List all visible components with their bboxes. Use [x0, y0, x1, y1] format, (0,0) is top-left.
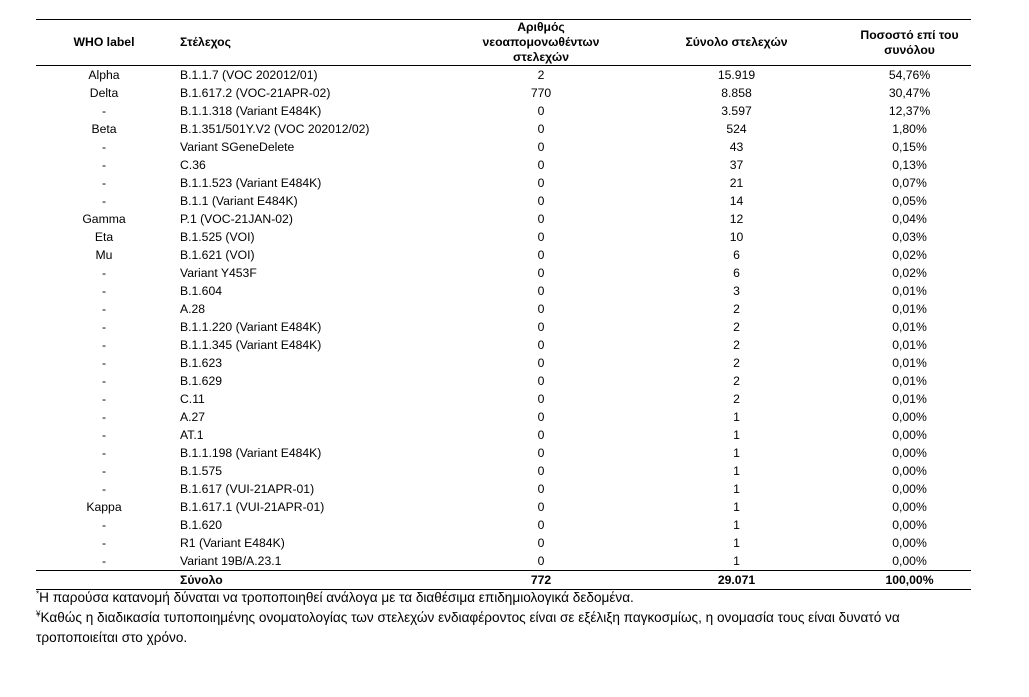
- strain-cell: Variant Y453F: [180, 266, 257, 280]
- percent-cell: 1,80%: [892, 122, 927, 136]
- strain-cell: B.1.617 (VUI-21APR-01): [180, 482, 315, 496]
- table-row: [36, 264, 971, 282]
- percent-cell: 0,01%: [892, 302, 927, 316]
- strain-cell: B.1.629: [180, 374, 223, 388]
- table-row: [36, 156, 971, 174]
- total-strains-cell: 1: [733, 554, 740, 568]
- who-label-cell: Kappa: [86, 500, 122, 514]
- percent-cell: 0,00%: [892, 554, 927, 568]
- total-strains-cell: 14: [729, 194, 744, 208]
- percent-cell: 0,01%: [892, 392, 927, 406]
- header-strain: Στέλεχος: [172, 20, 457, 66]
- who-label-cell: Gamma: [82, 212, 126, 226]
- table-body: [36, 66, 971, 571]
- table-row: [36, 408, 971, 426]
- strain-cell: AT.1: [180, 428, 204, 442]
- total-strains-cell: 37: [729, 158, 744, 172]
- percent-cell: 0,03%: [892, 230, 927, 244]
- table-row: [36, 336, 971, 354]
- who-label-cell: -: [101, 536, 107, 550]
- strain-cell: B.1.604: [180, 284, 223, 298]
- table-row: [36, 498, 971, 516]
- footer-spacer: [36, 571, 172, 590]
- who-label-cell: -: [101, 104, 107, 118]
- total-strains-cell: 2: [733, 392, 740, 406]
- new-isolates-cell: 0: [537, 374, 545, 388]
- footer-total-strains: 29.071: [625, 571, 848, 590]
- new-isolates-cell: 0: [537, 104, 545, 118]
- table-row: [36, 426, 971, 444]
- table-row: [36, 282, 971, 300]
- total-strains-cell: 1: [733, 446, 740, 460]
- who-label-cell: Beta: [91, 122, 117, 136]
- strain-cell: B.1.1.318 (Variant E484K): [180, 104, 322, 118]
- total-strains-cell: 43: [729, 140, 744, 154]
- who-label-cell: -: [101, 284, 107, 298]
- percent-cell: 0,07%: [892, 176, 927, 190]
- header-percent-of-total: Ποσοστό επί του συνόλου: [848, 20, 971, 66]
- table-row: [36, 84, 971, 102]
- who-label-cell: -: [101, 176, 107, 190]
- percent-cell: 0,00%: [892, 500, 927, 514]
- total-strains-cell: 2: [733, 356, 740, 370]
- percent-cell: 0,01%: [892, 284, 927, 298]
- percent-cell: 0,00%: [892, 536, 927, 550]
- who-label-cell: -: [101, 446, 107, 460]
- new-isolates-cell: 0: [537, 302, 545, 316]
- new-isolates-cell: 0: [537, 410, 545, 424]
- percent-cell: 0,02%: [892, 266, 927, 280]
- who-label-cell: -: [101, 320, 107, 334]
- total-strains-cell: 10: [729, 230, 744, 244]
- percent-cell: 0,02%: [892, 248, 927, 262]
- new-isolates-cell: 0: [537, 176, 545, 190]
- footer-percent: 100,00%: [848, 571, 971, 590]
- total-strains-cell: 1: [733, 536, 740, 550]
- strain-cell: B.1.1.220 (Variant E484K): [180, 320, 322, 334]
- total-strains-cell: 524: [726, 122, 747, 136]
- table-row: [36, 516, 971, 534]
- strain-cell: B.1.1 (Variant E484K): [180, 194, 298, 208]
- table-row: [36, 174, 971, 192]
- strain-cell: B.1.575: [180, 464, 223, 478]
- footnote-nomenclature: [36, 608, 976, 648]
- who-label-cell: -: [101, 302, 107, 316]
- new-isolates-cell: 0: [537, 158, 545, 172]
- who-label-cell: Eta: [94, 230, 114, 244]
- footnote-text: Η παρούσα κατανομή δύναται να τροποποιηθεί ανάλογα με τα διαθέσιμα επιδημιολογικά δεδομένα.: [39, 590, 634, 605]
- new-isolates-cell: 0: [537, 500, 545, 514]
- new-isolates-cell: 0: [537, 194, 545, 208]
- strain-cell: B.1.617.1 (VUI-21APR-01): [180, 500, 325, 514]
- table-row: [36, 462, 971, 480]
- table-row: [36, 444, 971, 462]
- who-label-cell: -: [101, 158, 107, 172]
- who-label-cell: -: [101, 518, 107, 532]
- strain-cell: A.27: [180, 410, 206, 424]
- new-isolates-cell: 0: [537, 140, 545, 154]
- header-who-label: WHO label: [36, 20, 172, 66]
- table-row: [36, 210, 971, 228]
- variant-strains-table: [36, 19, 971, 590]
- strain-cell: B.1.623: [180, 356, 223, 370]
- total-strains-cell: 8.858: [721, 86, 752, 100]
- new-isolates-cell: 0: [537, 536, 545, 550]
- table-row: [36, 138, 971, 156]
- footer-new-isolates: 772: [457, 571, 625, 590]
- strain-cell: C.36: [180, 158, 206, 172]
- new-isolates-cell: 0: [537, 428, 545, 442]
- who-label-cell: -: [101, 374, 107, 388]
- total-strains-cell: 2: [733, 338, 740, 352]
- strain-cell: B.1.620: [180, 518, 223, 532]
- table-row: [36, 390, 971, 408]
- new-isolates-cell: 0: [537, 266, 545, 280]
- percent-cell: 0,01%: [892, 356, 927, 370]
- percent-cell: 0,00%: [892, 518, 927, 532]
- new-isolates-cell: 0: [537, 554, 545, 568]
- total-strains-cell: 1: [733, 500, 740, 514]
- total-strains-cell: 3.597: [721, 104, 752, 118]
- total-strains-cell: 6: [733, 248, 740, 262]
- strain-cell: B.1.1.345 (Variant E484K): [180, 338, 322, 352]
- footnote-distribution: [36, 588, 976, 608]
- who-label-cell: -: [101, 410, 107, 424]
- total-strains-cell: 1: [733, 410, 740, 424]
- strain-cell: Variant 19B/A.23.1: [180, 554, 282, 568]
- table-row: [36, 318, 971, 336]
- total-strains-cell: 1: [733, 464, 740, 478]
- who-label-cell: -: [101, 194, 107, 208]
- header-row: [36, 20, 971, 66]
- new-isolates-cell: 0: [537, 356, 545, 370]
- new-isolates-cell: 0: [537, 392, 545, 406]
- percent-cell: 0,01%: [892, 338, 927, 352]
- new-isolates-cell: 0: [537, 284, 545, 298]
- strain-cell: B.1.525 (VOI): [180, 230, 255, 244]
- who-label-cell: Delta: [89, 86, 119, 100]
- strain-cell: Variant SGeneDelete: [180, 140, 295, 154]
- who-label-cell: -: [101, 554, 107, 568]
- strain-cell: P.1 (VOC-21JAN-02): [180, 212, 293, 226]
- new-isolates-cell: 0: [537, 482, 545, 496]
- table-row: [36, 192, 971, 210]
- who-label-cell: Alpha: [88, 68, 120, 82]
- percent-cell: 0,01%: [892, 374, 927, 388]
- total-strains-cell: 1: [733, 518, 740, 532]
- new-isolates-cell: 0: [537, 464, 545, 478]
- table-row: [36, 66, 971, 85]
- strain-cell: B.1.1.7 (VOC 202012/01): [180, 68, 318, 82]
- who-label-cell: -: [101, 338, 107, 352]
- table-row: [36, 102, 971, 120]
- percent-cell: 0,00%: [892, 428, 927, 442]
- header-total-strains: Σύνολο στελεχών: [625, 20, 848, 66]
- percent-cell: 0,00%: [892, 410, 927, 424]
- strain-cell: B.1.351/501Y.V2 (VOC 202012/02): [180, 122, 370, 136]
- table-row: [36, 120, 971, 138]
- percent-cell: 0,01%: [892, 320, 927, 334]
- total-strains-cell: 6: [733, 266, 740, 280]
- table-row: [36, 228, 971, 246]
- total-strains-cell: 2: [733, 302, 740, 316]
- who-label-cell: Mu: [95, 248, 113, 262]
- new-isolates-cell: 0: [537, 248, 545, 262]
- new-isolates-cell: 0: [537, 122, 545, 136]
- who-label-cell: -: [101, 482, 107, 496]
- total-strains-cell: 2: [733, 320, 740, 334]
- table-row: [36, 534, 971, 552]
- new-isolates-cell: 770: [530, 86, 552, 100]
- strain-cell: R1 (Variant E484K): [180, 536, 285, 550]
- new-isolates-cell: 0: [537, 338, 545, 352]
- percent-cell: 12,37%: [888, 104, 931, 118]
- new-isolates-cell: 0: [537, 518, 545, 532]
- percent-cell: 54,76%: [888, 68, 931, 82]
- strain-cell: C.11: [180, 392, 205, 406]
- percent-cell: 0,00%: [892, 446, 927, 460]
- total-strains-cell: 3: [733, 284, 740, 298]
- total-strains-cell: 15.919: [717, 68, 756, 82]
- who-label-cell: -: [101, 464, 107, 478]
- new-isolates-cell: 0: [537, 320, 545, 334]
- percent-cell: 0,15%: [892, 140, 927, 154]
- strain-cell: B.1.621 (VOI): [180, 248, 255, 262]
- total-strains-cell: 1: [733, 428, 740, 442]
- total-strains-cell: 1: [733, 482, 740, 496]
- who-label-cell: -: [101, 140, 107, 154]
- footnote-mark: *: [36, 589, 40, 599]
- table-header: [36, 20, 971, 66]
- total-strains-cell: 12: [729, 212, 744, 226]
- who-label-cell: -: [101, 356, 107, 370]
- new-isolates-cell: 0: [537, 446, 545, 460]
- table-row: [36, 354, 971, 372]
- percent-cell: 0,00%: [892, 482, 927, 496]
- footer-total-label: Σύνολο: [172, 571, 457, 590]
- total-row: [36, 571, 971, 590]
- new-isolates-cell: 2: [537, 68, 545, 82]
- footnote-mark: ¥: [36, 609, 41, 619]
- strain-cell: A.28: [180, 302, 206, 316]
- strain-cell: B.1.617.2 (VOC-21APR-02): [180, 86, 331, 100]
- table-row: [36, 552, 971, 571]
- new-isolates-cell: 0: [537, 212, 545, 226]
- percent-cell: 30,47%: [888, 86, 931, 100]
- who-label-cell: -: [101, 428, 107, 442]
- header-new-isolates: Αριθμός νεοαπομονωθέντων στελεχών: [457, 20, 625, 66]
- strain-cell: B.1.1.523 (Variant E484K): [180, 176, 322, 190]
- footnotes: [36, 588, 976, 648]
- table-row: [36, 480, 971, 498]
- table-row: [36, 300, 971, 318]
- total-strains-cell: 21: [729, 176, 744, 190]
- who-label-cell: -: [101, 392, 107, 406]
- new-isolates-cell: 0: [537, 230, 545, 244]
- total-strains-cell: 2: [733, 374, 740, 388]
- who-label-cell: -: [101, 266, 107, 280]
- table-footer: [36, 571, 971, 590]
- strain-cell: B.1.1.198 (Variant E484K): [180, 446, 322, 460]
- table-row: [36, 372, 971, 390]
- table-row: [36, 246, 971, 264]
- percent-cell: 0,13%: [892, 158, 927, 172]
- percent-cell: 0,00%: [892, 464, 927, 478]
- percent-cell: 0,05%: [892, 194, 927, 208]
- percent-cell: 0,04%: [892, 212, 927, 226]
- footnote-text: Καθώς η διαδικασία τυποποιημένης ονοματολογίας των στελεχών ενδιαφέροντος είναι σε εξέλιξη παγκοσμίως, η ονομασία τους είναι δυνατό να τροποποιείται στο χρόνο.: [36, 610, 900, 645]
